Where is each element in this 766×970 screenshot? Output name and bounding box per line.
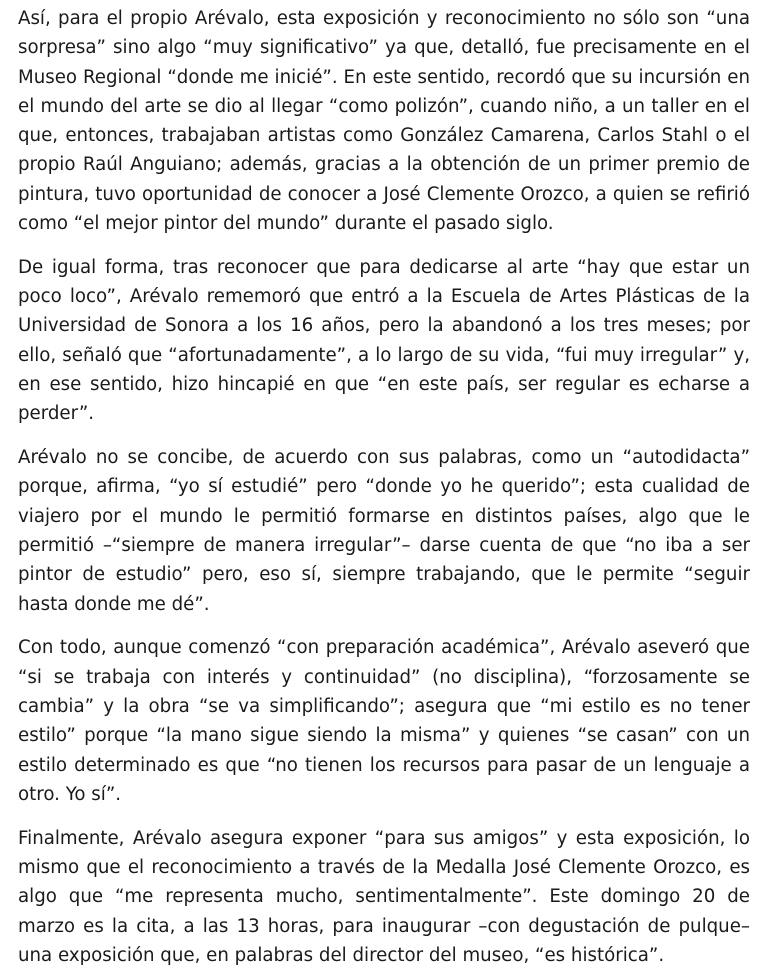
paragraph-4: Con todo, aunque comenzó “con preparación académica”, Arévalo aseveró que “si se trabaja con interés y continuidad” (no disciplina), “forzosamente se cambia” y la obra “se va simplificando”; asegura que “mi estilo es no tener estilo” porque “la mano sigue siendo la misma” y quienes “se casan” con un estilo determinado es que “no tienen los recursos para pasar de un lenguaje a otro. Yo sí”. (18, 637, 750, 805)
paragraph-2: De igual forma, tras reconocer que para dedicarse al arte “hay que estar un poco loco”, Arévalo rememoró que entró a la Escuela de Artes Plásticas de la Universidad de Sonora a los 16 años, pero la abandonó a los tres meses; por ello, señaló que “afortunadamente”, a lo largo de su vida, “fui muy irregular” y, en ese sentido, hizo hincapié en que “en este país, ser regular es echarse a perder”. (18, 256, 750, 425)
paragraph-5: Finalmente, Arévalo asegura exponer “para sus amigos” y esta exposición, lo mismo que el reconocimiento a través de la Medalla José Clemente Orozco, es algo que “me representa mucho, sentimentalmente”. Este domingo 20 de marzo es la cita, a las 13 horas, para inaugurar –con degustación de pulque– una exposición que, en palabras del director del museo, “es histórica”. (18, 827, 750, 966)
paragraph-3: Arévalo no se concibe, de acuerdo con sus palabras, como un “autodidacta” porque, afirma, “yo sí estudié” pero “donde yo he querido”; esta cualidad de viajero por el mundo le permitió formarse en distintos países, algo que le permitió –“siempre de manera irregular”– darse cuenta de que “no iba a ser pintor de estudio” pero, eso sí, siempre trabajando, que le permite “seguir hasta donde me dé”. (18, 447, 750, 615)
paragraph-1: Así, para el propio Arévalo, esta exposición y reconocimiento no sólo son “una sorpresa” sino algo “muy significativo” ya que, detalló, fue precisamente en el Museo Regional “donde me inicié”. En este sentido, recordó que su incursión en el mundo del arte se dio al llegar “como polizón”, cuando niño, a un taller en el que, entonces, trabajaban artistas como González Camarena, Carlos Stahl o el propio Raúl Anguiano; además, gracias a la obtención de un primer premio de pintura, tuvo oportunidad de conocer a José Clemente Orozco, a quien se refirió como “el mejor pintor del mundo” durante el pasado siglo. (18, 8, 750, 235)
